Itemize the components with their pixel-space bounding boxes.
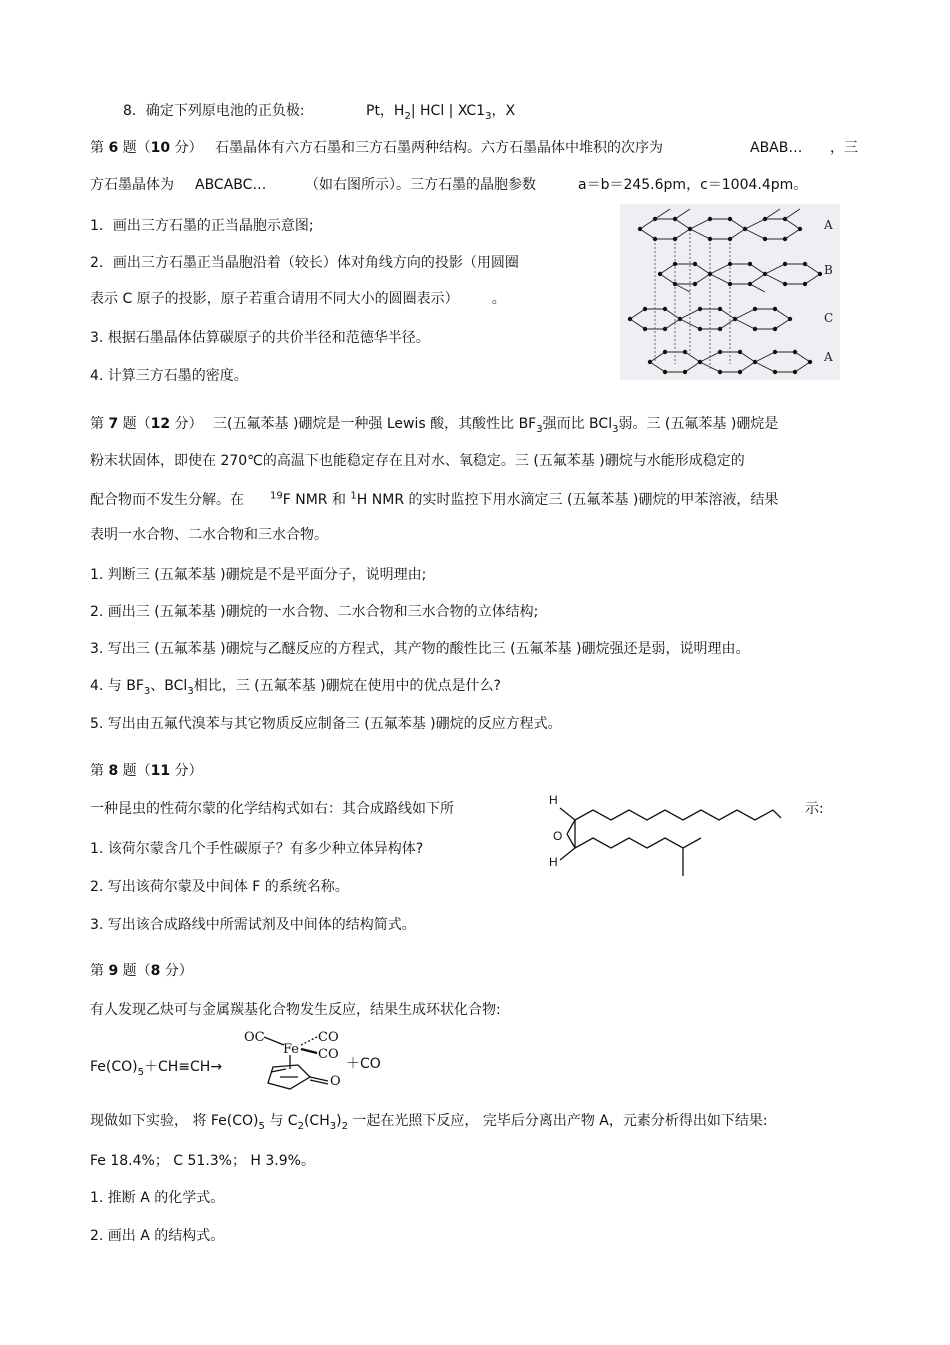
q7-p4: 表明一水合物、二水合物和三水合物。	[90, 527, 328, 543]
q6-item2: 2．画出三方石墨正当晶胞沿着（较长）体对角线方向的投影（用圆圈	[90, 255, 519, 271]
q9-result: Fe 18.4%； C 51.3%； H 3.9%。	[90, 1153, 315, 1169]
q7-item5: 5. 写出由五氟代溴苯与其它物质反应制备三 (五氟苯基 )硼烷的反应方程式。	[90, 716, 562, 732]
layer-label-b: B	[824, 263, 833, 277]
hormone-structure	[545, 790, 790, 880]
atom-o: O	[553, 829, 563, 843]
q5-item8-number: 8．	[123, 103, 146, 119]
ligand-co-bottom: CO	[318, 1047, 339, 1062]
q6-params: a＝b＝245.6pm，c＝1004.4pm。	[578, 177, 808, 193]
q8-header: 第 8 题（11 分）	[90, 763, 203, 779]
ligand-oc: OC	[244, 1030, 265, 1045]
q5-item8	[123, 102, 305, 120]
layer-label-a2: A	[824, 350, 833, 364]
q6-intro-line2: 方石墨晶体为	[90, 177, 174, 193]
q5-item8-text: 确定下列原电池的正负极:	[145, 103, 305, 119]
q7-item1: 1. 判断三 (五氟苯基 )硼烷是不是平面分子，说明理由;	[90, 567, 427, 583]
q6-item3: 3. 根据石墨晶体估算碳原子的共价半径和范德华半径。	[90, 330, 430, 346]
layer-label-a: A	[824, 218, 833, 232]
q9-header: 第 9 题（8 分）	[90, 963, 193, 979]
q7-p1: 三(五氟苯基 )硼烷是一种强 Lewis 酸，其酸性比 $BF_3$强而比 BCl$_3$弱。三 (五氟苯基 )硼烷是	[213, 416, 779, 435]
q7-item2: 2. 画出三 (五氟苯基 )硼烷的一水合物、二水合物和三水合物的立体结构;	[90, 604, 539, 620]
q9-equation-left: $Fe(CO)_5+CH\equiv CH\to$	[90, 1059, 223, 1078]
atom-o-ketone: O	[330, 1074, 341, 1089]
graphite-structure-figure	[620, 204, 840, 380]
q8-intro: 一种昆虫的性荷尔蒙的化学结构式如右：其合成路线如下所	[90, 801, 454, 817]
q6-intro: 石墨晶体有六方石墨和三方石墨两种结构。六方石墨晶体中堆积的次序为	[215, 140, 664, 156]
q7-p3: 配合物而不发生分解。在 $^{19}$F NMR 和 $^1$H NMR 的实时监控下用水滴定三 (五氟苯基 )硼烷的甲苯溶液，结果	[90, 490, 779, 508]
q6-item2-cont: 表示 C 原子的投影，原子若重合请用不同大小的圆圈表示） 。	[90, 291, 506, 307]
q7-item3: 3. 写出三 (五氟苯基 )硼烷与乙醚反应的方程式，其产物的酸性比三 (五氟苯基 )硼烷强还是弱，说明理由。	[90, 641, 750, 657]
q8-item3: 3. 写出该合成路线中所需试剂及中间体的结构简式。	[90, 917, 416, 933]
q9-intro: 有人发现乙炔可与金属羰基化合物发生反应，结果生成环状化合物:	[90, 1002, 501, 1018]
q6-item1: 1．画出三方石墨的正当晶胞示意图;	[90, 218, 314, 234]
layer-label-c: C	[824, 311, 834, 325]
fe-complex-structure	[240, 1025, 352, 1093]
ligand-co-top: CO	[318, 1030, 339, 1045]
q6-item4: 4. 计算三方石墨的密度。	[90, 368, 248, 384]
q6-seq-abcabc: ABCABC…	[195, 177, 267, 193]
q8-item1: 1. 该荷尔蒙含几个手性碳原子？有多少种立体异构体?	[90, 841, 424, 857]
q6-header: 第 6 题（10 分） 石墨晶体有六方石墨和三方石墨两种结构。六方石墨晶体中堆积的次序为	[90, 140, 664, 156]
q9-item1: 1. 推断 A 的化学式。	[90, 1190, 225, 1206]
atom-fe: Fe	[283, 1042, 300, 1057]
q8-item2: 2. 写出该荷尔蒙及中间体 F 的系统名称。	[90, 879, 349, 895]
q9-item2: 2. 画出 A 的结构式。	[90, 1228, 225, 1244]
atom-h-bottom: H	[549, 855, 558, 869]
q5-item8-cell: Pt，$H_2|$ HCl | $XC1_3$，X	[366, 103, 516, 122]
q7-p2: 粉末状固体，即使在 270℃的高温下也能稳定存在且对水、氧稳定。三 (五氟苯基 )硼烷与水能形成稳定的	[90, 453, 745, 469]
q9-equation-right: ＋CO	[346, 1056, 381, 1072]
q7-item4: 4. 与 $BF_3$、BCl$_3$相比，三 (五氟苯基 )硼烷在使用中的优点是什么?	[90, 678, 501, 697]
q9-experiment: 现做如下实验， 将 $Fe(CO)_5$ 与 $C_2(CH_3)_2$ 一起在光照下反应， 完毕后分离出产物 A，元素分析得出如下结果:	[90, 1113, 768, 1132]
atom-h-top: H	[549, 793, 558, 807]
q7-header: 第 7 题（12 分） 三(五氟苯基 )硼烷是一种强 Lewis 酸，其酸性比 $BF_3$强而比 BCl$_3$弱。三 (五氟苯基 )硼烷是	[90, 416, 779, 435]
q6-seq-abab: ABAB…	[750, 140, 803, 156]
